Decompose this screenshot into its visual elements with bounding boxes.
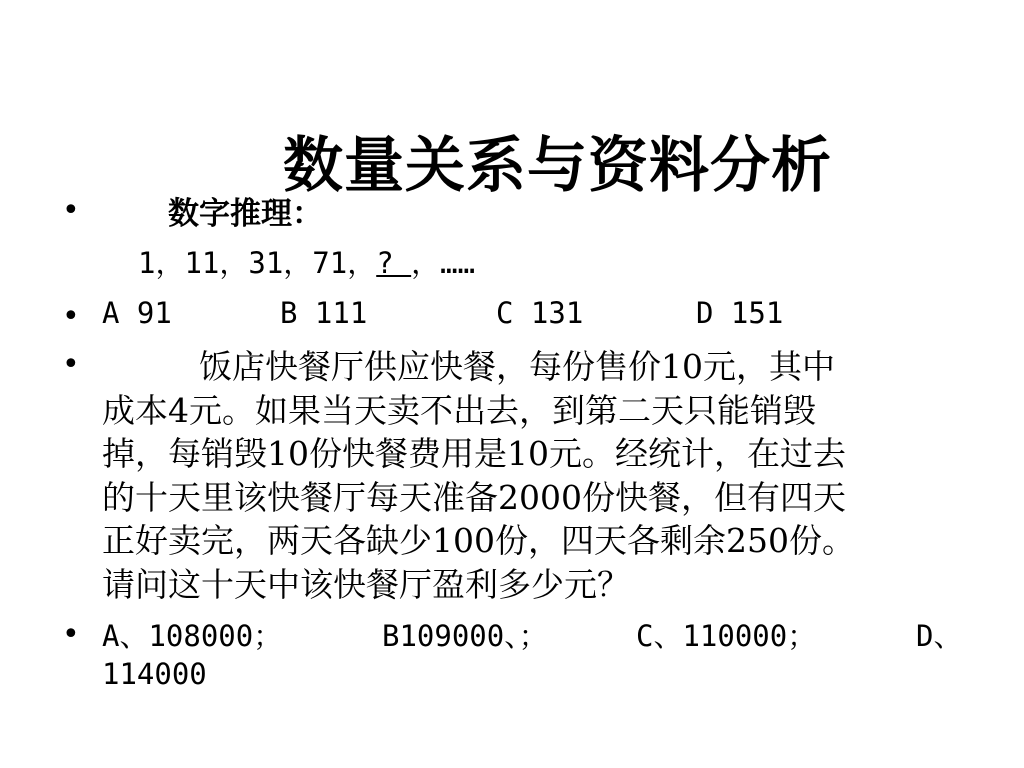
problem-line: 饭店快餐厅供应快餐，每份售价10元，其中: [199, 347, 835, 386]
sequence-blank: ?: [376, 246, 412, 280]
answer-option-d-value: 114000: [102, 657, 207, 691]
bullet-icon: •: [62, 347, 80, 382]
answer-option-b: B109000、；: [382, 619, 548, 653]
number-sequence: [138, 241, 475, 282]
option-a: A 91: [102, 296, 172, 330]
section-heading: 数字推理：: [168, 196, 323, 232]
word-problem: [102, 345, 986, 606]
bullet-icon: •: [62, 617, 80, 652]
answer-option-d: D、: [916, 619, 963, 653]
answer-option-a: A、108000；: [102, 619, 283, 653]
problem-line: 正好卖完，两天各缺少100份，四天各剩余250份。: [102, 521, 855, 560]
option-b: B 111: [280, 296, 368, 330]
problem-line: 的十天里该快餐厅每天准备2000份快餐，但有四天: [102, 477, 846, 517]
slide-title: 数量关系与资料分析: [283, 131, 832, 201]
problem-line: 成本4元。如果当天卖不出去，到第二天只能销毁: [102, 390, 816, 430]
sequence-ellipsis: ，……: [411, 246, 476, 280]
option-c: C 131: [496, 296, 584, 330]
problem-line: 掉，每销毁10份快餐费用是10元。经统计，在过去: [102, 434, 846, 473]
bullet-icon: •: [62, 193, 80, 228]
sequence-values: 1，11，31，71，: [138, 246, 377, 280]
problem-line: 请问这十天中该快餐厅盈利多少元？: [102, 564, 630, 604]
answer-option-c: C、110000；: [636, 619, 817, 653]
option-d: D 151: [696, 296, 784, 330]
bullet-icon: •: [62, 299, 80, 334]
